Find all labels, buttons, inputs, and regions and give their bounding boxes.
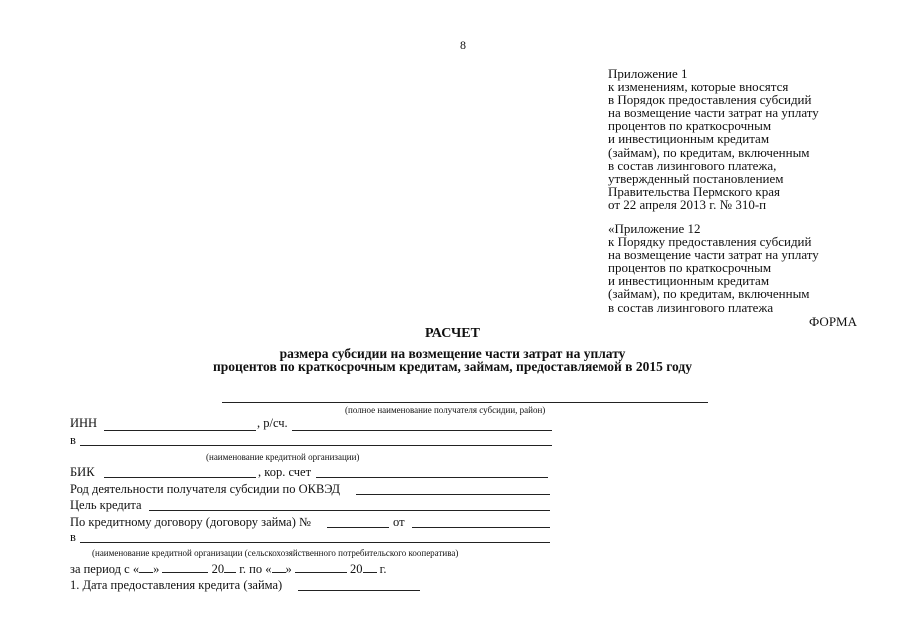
appendix-1-line: к изменениям, которые вносятся bbox=[608, 79, 789, 95]
appendix-1-line: Правительства Пермского края bbox=[608, 183, 780, 199]
document-subtitle: процентов по краткосрочным кредитам, займам, предоставляемой в 2015 году bbox=[213, 359, 692, 374]
bik-label: БИК bbox=[70, 465, 95, 479]
period-row bbox=[70, 562, 386, 577]
recipient-name-field[interactable] bbox=[222, 402, 708, 403]
appendix-1-line: и инвестиционным кредитам bbox=[608, 131, 770, 147]
coop-name-field[interactable] bbox=[80, 542, 550, 543]
appendix-1-line: на возмещение части затрат на уплату bbox=[608, 105, 819, 121]
appendix-1-line: в Порядок предоставления субсидий bbox=[608, 92, 812, 108]
form-label: ФОРМА bbox=[809, 314, 857, 329]
period-from-year-field[interactable] bbox=[224, 562, 236, 573]
credit-purpose-label: Цель кредита bbox=[70, 498, 142, 512]
period-to-day-field[interactable] bbox=[272, 562, 286, 573]
okved-label: Род деятельности получателя субсидии по ОКВЭД bbox=[70, 482, 341, 496]
period-to-label: г. по « bbox=[239, 562, 272, 576]
appendix-1-line: от 22 апреля 2013 г. № 310-п bbox=[608, 196, 767, 212]
contract-label: По кредитному договору (договору займа) № bbox=[70, 515, 311, 529]
appendix-12-line: к Порядку предоставления субсидий bbox=[608, 234, 812, 250]
appendix-1-line: процентов по краткосрочным bbox=[608, 118, 772, 134]
document-title: РАСЧЕТ bbox=[425, 326, 480, 341]
corr-account-field[interactable] bbox=[316, 477, 548, 478]
inn-label: ИНН bbox=[70, 416, 98, 430]
bank-name-field[interactable] bbox=[80, 445, 552, 446]
period-from-label: за период с « bbox=[70, 562, 140, 576]
appendix-12-line: процентов по краткосрочным bbox=[608, 260, 772, 276]
credit-date-field[interactable] bbox=[298, 590, 420, 591]
appendix-12-line: на возмещение части затрат на уплату bbox=[608, 247, 819, 263]
period-to-month-field[interactable] bbox=[295, 562, 347, 573]
contract-date-label: от bbox=[393, 515, 405, 529]
recipient-caption: (полное наименование получателя субсидии, район) bbox=[345, 405, 546, 415]
corr-account-label: , кор. счет bbox=[258, 465, 312, 479]
bank-caption: (наименование кредитной организации) bbox=[206, 452, 360, 462]
bik-field[interactable] bbox=[104, 477, 256, 478]
period-to-year-field[interactable] bbox=[363, 562, 377, 573]
appendix-12-line: «Приложение 12 bbox=[608, 221, 701, 236]
period-quote: » bbox=[153, 562, 160, 576]
period-year-prefix: 20 bbox=[211, 562, 225, 576]
appendix-1-line: Приложение 1 bbox=[608, 66, 688, 81]
coop-caption: (наименование кредитной организации (сельскохозяйственного потребительского кооператива) bbox=[92, 548, 459, 558]
contract-number-field[interactable] bbox=[327, 527, 389, 528]
page-number: 8 bbox=[460, 38, 466, 52]
credit-purpose-field[interactable] bbox=[149, 510, 550, 511]
okved-field[interactable] bbox=[356, 494, 550, 495]
appendix-12-block bbox=[608, 222, 819, 314]
period-from-month-field[interactable] bbox=[162, 562, 208, 573]
account-label: , р/сч. bbox=[257, 416, 288, 430]
period-year-suffix: г. bbox=[379, 562, 387, 576]
bank-prefix: в bbox=[70, 433, 76, 447]
document-subtitle: размера субсидии на возмещение части затрат на уплату bbox=[279, 346, 626, 361]
appendix-12-line: и инвестиционным кредитам bbox=[608, 273, 770, 289]
appendix-1-block bbox=[608, 67, 819, 211]
appendix-1-line: утвержденный постановлением bbox=[608, 170, 784, 186]
period-quote: » bbox=[285, 562, 292, 576]
coop-prefix: в bbox=[70, 530, 76, 544]
account-field[interactable] bbox=[292, 430, 552, 431]
appendix-1-line: (займам), по кредитам, включенным bbox=[608, 144, 810, 160]
period-from-day-field[interactable] bbox=[139, 562, 153, 573]
period-year-prefix: 20 bbox=[350, 562, 363, 576]
appendix-12-line: (займам), по кредитам, включенным bbox=[608, 286, 810, 302]
contract-date-field[interactable] bbox=[412, 527, 550, 528]
inn-field[interactable] bbox=[104, 430, 256, 431]
item-1-label: 1. Дата предоставления кредита (займа) bbox=[70, 578, 283, 592]
appendix-12-line: в состав лизингового платежа bbox=[608, 299, 774, 315]
appendix-1-line: в состав лизингового платежа, bbox=[608, 157, 777, 173]
